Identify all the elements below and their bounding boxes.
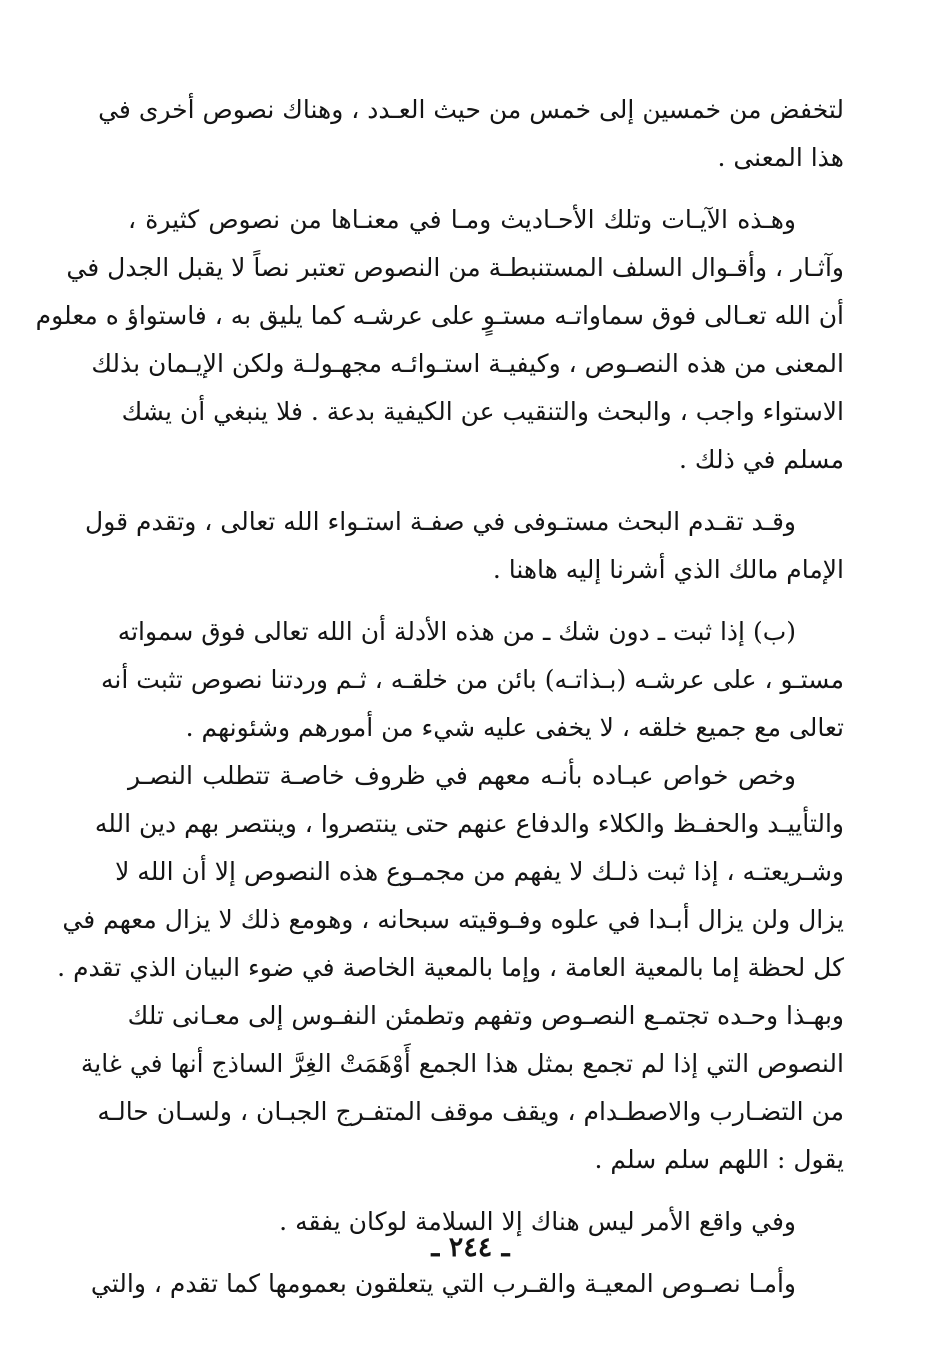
text-line: هذا المعنى .	[717, 143, 844, 172]
text-line: وشـريعتـه ، إذا ثبت ذلـك لا يفهم من مجمـوع هذه النصوص إلا أن الله لا	[115, 857, 844, 886]
text-line: لتخفض من خمسين إلى خمس من حيث العـدد ، وهناك نصوص أخرى في	[98, 95, 844, 124]
paragraph	[35, 196, 844, 484]
text-line: وهـذه الآيـات وتلك الأحـاديث ومـا في معنـاها من نصوص كثيرة ،	[128, 205, 796, 234]
text-line: وآثـار ، وأقـوال السلف المستنبطـة من النصوص تعتبر نصاً لا يقبل الجدل في	[66, 253, 844, 282]
text-line: وخص خواص عبـاده بأنـه معهم في ظروف خاصـة تتطلب النصـر	[128, 761, 796, 790]
paragraph	[57, 752, 844, 1184]
paragraph	[85, 498, 844, 594]
body-text	[35, 86, 844, 1308]
text-line: النصوص التي إذا لم تجمع بمثل هذا الجمع أَوْهَمَتْ الغِرَّ الساذج أنها في غاية	[80, 1049, 844, 1078]
text-line: الاستواء واجب ، والبحث والتنقيب عن الكيفية بدعة . فلا ينبغي أن يشك	[121, 397, 844, 426]
paragraph	[98, 86, 844, 182]
text-line: من التضـارب والاصطـدام ، ويقف موقف المتفـرج الجبـان ، ولسـان حالـه	[97, 1097, 844, 1126]
text-line: (ب) إذا ثبت ـ دون شك ـ من هذه الأدلة أن الله تعالى فوق سمواته	[117, 617, 796, 646]
text-line: مستـو ، على عرشـه (بـذاتـه) بائن من خلقـه ، ثـم وردتنا نصوص تثبت أنه	[101, 665, 844, 694]
text-line: يزال ولن يزال أبـدا في علوه وفـوقيته سبحانه ، وهومع ذلك لا يزال معهم في	[62, 905, 844, 934]
paragraph	[101, 608, 844, 752]
text-line: تعالى مع جميع خلقه ، لا يخفى عليه شيء من أمورهم وشئونهم .	[185, 713, 844, 742]
text-line: وفي واقع الأمر ليس هناك إلا السلامة لوكان يفقه .	[279, 1207, 796, 1236]
text-line: كل لحظة إما بالمعية العامة ، وإما بالمعية الخاصة في ضوء البيان الذي تقدم .	[57, 953, 844, 982]
text-line: وأمـا نصـوص المعيـة والقـرب التي يتعلقون بعمومها كما تقدم ، والتي	[90, 1269, 796, 1298]
text-line: وقـد تقـدم البحث مستـوفى في صفـة استـواء الله تعالى ، وتقدم قول	[85, 507, 796, 536]
text-line: المعنى من هذه النصـوص ، وكيفيـة استـوائـه مجهـولـة ولكن الإيـمان بذلك	[91, 349, 844, 378]
text-line: الإمام مالك الذي أشرنا إليه هاهنا .	[492, 555, 844, 584]
page-number: ـ ٢٤٤ ـ	[431, 1232, 510, 1263]
text-line: وبهـذا وحـده تجتمـع النصـوص وتفهم وتطمئن النفـوس إلى معـانى تلك	[127, 1001, 844, 1030]
text-line: مسلم في ذلك .	[678, 445, 844, 474]
text-line: أن الله تعـالى فوق سماواتـه مستـوٍ على عرشـه كما يليق به ، فاستواؤ ه معلوم	[35, 301, 844, 330]
text-line: والتأييـد والحفـظ والكلاء والدفاع عنهم حتى ينتصروا ، وينتصر بهم دين الله	[94, 809, 844, 838]
text-line: يقول : اللهم سلم سلم .	[594, 1145, 844, 1174]
